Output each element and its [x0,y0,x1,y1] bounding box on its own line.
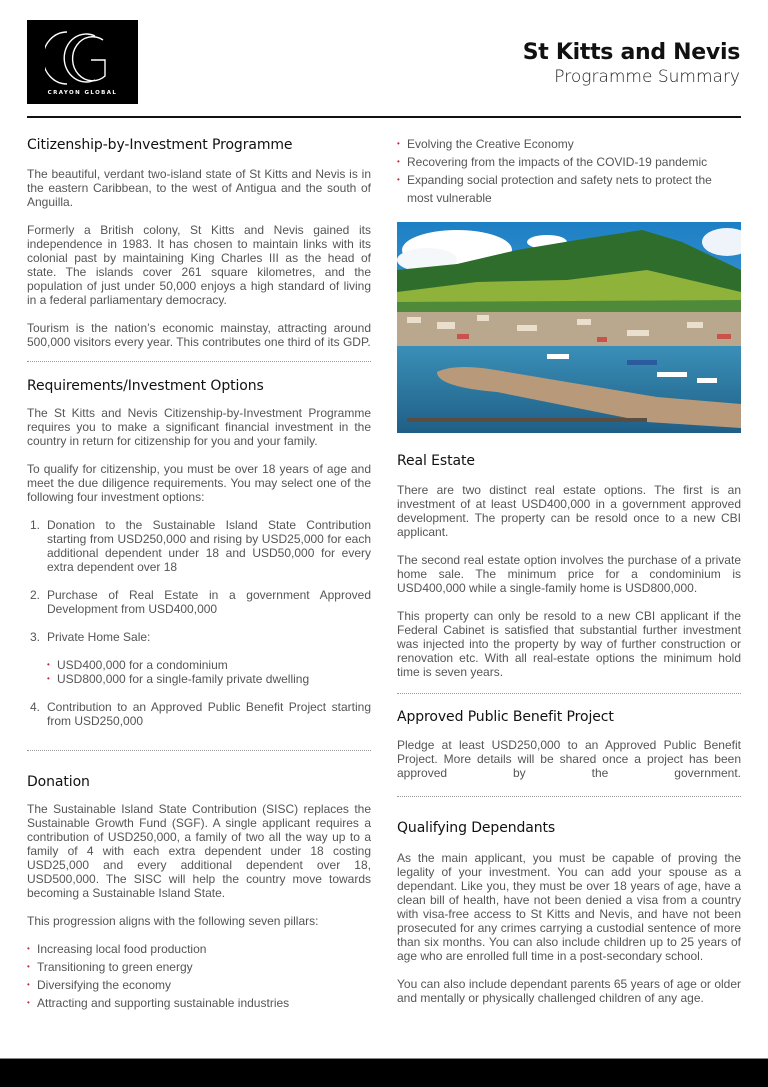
list-item: • Diversifying the economy [27,976,371,994]
section-heading-donation: Donation [27,774,90,790]
private-home-bullets [47,658,371,686]
paragraph: This property can only be resold to a new CBI applicant if the Federal Cabinet is satisfied that substantial further investment was injected into the property by way of further construction or renovation etc. With all real-estate options the minimum hold time is seven years. [397,609,741,679]
list-item: 1. Donation to the Sustainable Island State Contribution starting from USD250,000 and rising by USD25,000 for each additional dependent under 18 and USD50,000 for every extra dependent over 18 [30,518,371,574]
section-heading-real-estate: Real Estate [397,453,475,469]
cg-monogram-icon [45,26,121,88]
section-divider [27,750,371,751]
list-item: • Increasing local food production [27,940,371,958]
list-item: • Attracting and supporting sustainable industries [27,994,371,1012]
section-heading-dependants: Qualifying Dependants [397,820,556,836]
list-item: 4. Contribution to an Approved Public Benefit Project starting from USD250,000 [30,700,371,728]
section-heading-cbi: Citizenship-by-Investment Programme [27,137,293,153]
list-item: • Evolving the Creative Economy [397,135,741,153]
section-divider [397,693,741,694]
paragraph: The St Kitts and Nevis Citizenship-by-Investment Programme requires you to make a significant financial investment in the country in return for citizenship for you and your family. [27,406,371,448]
list-item: • USD400,000 for a condominium [47,658,371,672]
section-heading-requirements: Requirements/Investment Options [27,378,264,394]
page-subtitle: Programme Summary [554,67,740,87]
left-column [27,136,371,1012]
pillars-list [27,940,371,1012]
paragraph: Pledge at least USD250,000 to an Approved Public Benefit Project. More details will be shared once a project has been approved by the government. [397,738,741,780]
investment-options-list-cont [27,700,371,728]
st-kitts-harbour-photo [397,222,741,433]
paragraph: This progression aligns with the following seven pillars: [27,914,319,928]
paragraph: The second real estate option involves the purchase of a private home sale. The minimum price for a condominium is USD400,000 while a single-family home is USD800,000. [397,553,741,595]
paragraph: Formerly a British colony, St Kitts and Nevis gained its independence in 1983. It has chosen to maintain links with its colonial past by maintaining King Charles III as the head of state. The islands cover 261 square kilometres, and the population of just under 50,000 enjoys a high standard of living in a federal parliamentary democracy. [27,223,371,307]
page-title: St Kitts and Nevis [522,40,740,65]
list-item: • Transitioning to green energy [27,958,371,976]
brand-name: CRAYON GLOBAL [47,90,118,96]
paragraph: Tourism is the nation’s economic mainstay, attracting around 500,000 visitors every year. This contributes one third of its GDP. [27,321,371,349]
list-item: • Recovering from the impacts of the COVID-19 pandemic [397,153,741,171]
list-item: 3. Private Home Sale: [30,630,151,644]
section-divider [397,796,741,797]
paragraph: You can also include dependant parents 65 years of age or older and mentally or physically challenged children of any age. [397,977,741,1005]
section-heading-public-benefit: Approved Public Benefit Project [397,709,614,725]
header-divider [27,116,741,118]
right-column [397,135,741,207]
section-divider [27,361,371,362]
title-block [523,40,740,88]
paragraph: To qualify for citizenship, you must be over 18 years of age and meet the due diligence requirements. You may select one of the following four investment options: [27,462,371,504]
investment-options-list [27,518,371,644]
pillars-list-cont [397,135,741,207]
list-item: • USD800,000 for a single-family private dwelling [47,672,371,686]
crayon-global-logo [27,20,138,104]
footer-bar [0,1058,768,1087]
paragraph: As the main applicant, you must be capable of proving the legality of your investment. You can add your spouse as a dependant. Like you, they must be over 18 years of age, have a clean bill of health, have not been denied a visa from a country with visa-free access to St Kitts and Nevis, and have not been prosecuted for any crimes carrying a custodial sentence of more than six months. You can also include children up to 25 years of age who are enrolled full time in a post-secondary school. [397,851,741,963]
paragraph: There are two distinct real estate options. The first is an investment of at least USD400,000 in a government approved development. The property can be resold once to a new CBI applicant. [397,483,741,539]
paragraph: The Sustainable Island State Contribution (SISC) replaces the Sustainable Growth Fund (SGF). A single applicant requires a contribution of USD250,000, a family of two all the way up to a family of 4 with each extra dependent under 18 costing USD25,000 and every additional dependent over 18, USD500,000. The SISC will help the country move towards becoming a Sustainable Island State. [27,802,371,900]
list-item: 2. Purchase of Real Estate in a government Approved Development from USD400,000 [30,588,371,616]
list-item: • Expanding social protection and safety nets to protect the most vulnerable [397,171,741,207]
paragraph: The beautiful, verdant two-island state of St Kitts and Nevis is in the eastern Caribbean, to the west of Antigua and the south of Anguilla. [27,167,371,209]
right-column-body [397,452,741,1005]
